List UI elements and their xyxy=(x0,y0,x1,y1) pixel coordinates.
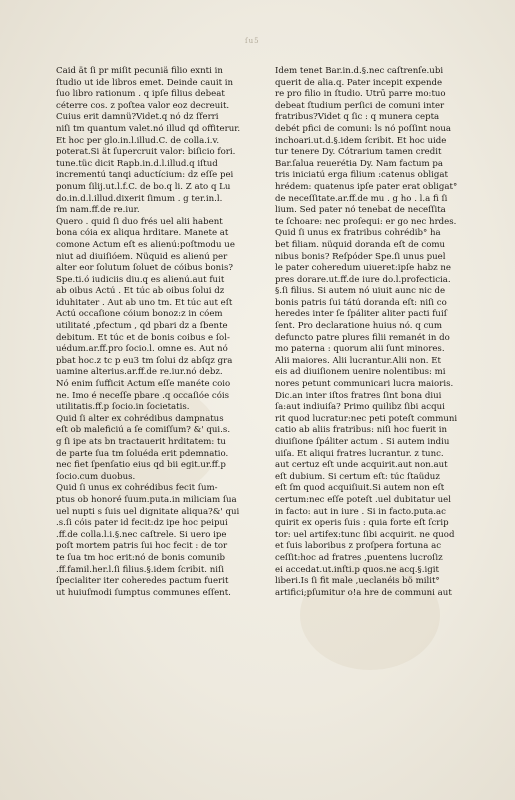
text-line: debeat ſtudium perſici de comuni inter xyxy=(275,100,445,111)
text-line: Quero . quid ſi duo frés uel alii habent xyxy=(56,216,223,227)
text-line: pres dorare.ut.ff.de iure do.l.profecticia. xyxy=(275,274,451,285)
text-line: nores petunt communicari lucra maioris. xyxy=(275,379,454,390)
text-line: alter eor ſolutum ſoluet de cóibus bonis? xyxy=(56,263,233,274)
text-line: ſtudio ut ide libros emet. Deinde cauit in xyxy=(56,77,234,88)
text-line: tune.tüc dicit Rapb.in.d.l.illud.q iſtud xyxy=(56,158,218,169)
text-line: uiſa. Et aliqui fratres lucrantur. z tunc. xyxy=(275,448,444,459)
text-line: Quid ſi alter ex cohrédibus dampnatus xyxy=(56,413,224,424)
text-line: aut certuz eſt unde acquirit.aut non.aut xyxy=(275,460,448,471)
text-line: ponum ſilij.ut.l.f.C. de bo.q li. Z ato q Lu xyxy=(56,181,231,192)
text-line: Quid ſi unus ex cohrédibus fecit ſum- xyxy=(56,483,218,494)
text-line: rit quod lucratur:nec peti poteſt communi xyxy=(275,413,458,424)
text-line: tor: uel artifex:tunc ſibi acquirit. ne quod xyxy=(275,529,455,540)
text-line: ſa:aut indiuiſa? Primo quilibz ſibi acqui xyxy=(275,402,445,413)
text-line: nibus bonis? Reſpóder Spe.ſi unus puel xyxy=(275,251,446,262)
text-line: Et hoc per glo.in.l.illud.C. de colla.i.v. xyxy=(56,135,220,146)
text-line: heredes inter ſe ſpáliter aliter pacti fuiſ xyxy=(275,309,447,320)
text-line: poſt mortem patris ſui hoc fecit : de tor xyxy=(56,541,228,552)
text-line: le pater coheredum uiueret:ipſe habz ne xyxy=(275,263,452,274)
text-line: iduhitater . Aut ab uno tm. Et túc aut eſt xyxy=(56,297,233,308)
text-line: ſocio.cum duobus. xyxy=(56,471,136,482)
text-line: pbat hoc.z tc p eu3 tm ſolui dz abſqz gra xyxy=(56,355,233,366)
left-text-column xyxy=(56,66,268,599)
right-text-column xyxy=(275,66,487,599)
text-line: querit de alia.q. Pater incepit expende xyxy=(275,77,443,88)
text-line: ſent. Pro declaratione huius nó. q cum xyxy=(275,321,442,332)
text-line: ſpecialiter iter coheredes pactum fuerit xyxy=(56,576,229,587)
text-line: Spe.ti.ó iudiciis diu.q es alienú.aut fuit xyxy=(56,274,225,285)
text-line: lium. Sed pater nó tenebat de neceſſita xyxy=(275,205,446,216)
text-line: poterat.Si ät ſupercruit valor: biſicio fori. xyxy=(56,147,236,158)
text-line: ſm nam.ff.de re.iur. xyxy=(56,205,140,216)
text-line: Alii maiores. Alii lucrantur.Alii non. Et xyxy=(275,355,441,366)
text-line: comone Actum eſt es alienú:poſtmodu ue xyxy=(56,239,235,250)
text-line: de parte ſua tm ſoluéda erit pdemnatio. xyxy=(56,448,229,459)
text-line: do.in.d.l.illud.dixerit ſimum . g ter.in.l. xyxy=(56,193,223,204)
text-line: te ſua tm hoc erit:nó de bonis comunib xyxy=(56,552,226,563)
text-line: in facto: aut in iure . Si in facto.puta.ac xyxy=(275,506,446,517)
text-line: ſuo libro rationum . q ipſe filius debeat xyxy=(56,89,225,100)
text-line: §.ſi filius. Si autem nó uiuit aunc nic de xyxy=(275,286,446,297)
text-line: te ſchoare: nec proſequi: er go nec hrdes. xyxy=(275,216,457,227)
text-line: ei accedat.ut.inſti.p quos.ne acq.§.igit xyxy=(275,564,439,575)
text-line: eis ad diuiſionem uenire nolentibus: mi xyxy=(275,367,446,378)
text-line: tur tenere Dy. Cótrarium tamen credit xyxy=(275,147,442,158)
text-line: de neceſſitate.ar.ff.de mu . g ho . l.a fi ſi xyxy=(275,193,448,204)
text-line: Caid ät ſi pr miſit pecuniä filio exnti in xyxy=(56,66,223,76)
text-line: .ff.famil.her.l.ſi filius.§.idem ſcribit. niſi xyxy=(56,564,224,575)
text-line: debét pfici de comuni: ls nó poſſint noua xyxy=(275,123,451,134)
text-line: g ſi ipe ats bn tractauerit hrditatem: tu xyxy=(56,437,226,447)
text-line: et ſuis laboribus z proſpera fortuna ac xyxy=(275,541,442,552)
text-line: liberi.Is ſi fit male ,ueclanéis bö milit° xyxy=(275,576,440,587)
text-line: incrementú tanqi aductícium: dz eſſe pei xyxy=(56,170,234,181)
text-line: ptus ob honoré ſuum.puta.in miliciam ſua xyxy=(56,494,237,505)
text-line: hrédem: quatenus ipſe pater erat obligat° xyxy=(275,181,458,192)
text-line: eſt ob maleficiú a ſe comiſſum? &' qui.s. xyxy=(56,425,231,436)
text-line: Cuius erit damnü?Videt.q nó dz ſferri xyxy=(56,112,219,123)
text-line: quirit ex operis ſuis : quia forte eſt ſcrip xyxy=(275,518,449,529)
text-line: fratribus?Videt q ſic : q munera cepta xyxy=(275,112,440,123)
text-line: Actú occaſione cóium bonoz:z in cóem xyxy=(56,309,223,320)
text-line: Idem tenet Bar.in.d.§.nec caſtrenſe.ubi xyxy=(275,66,444,76)
text-line: diuiſione ſpáliter actum . Si autem indiu xyxy=(275,437,450,447)
text-line: inchoari.ut.d.§.idem ſcribit. Et hoc uide xyxy=(275,135,447,146)
text-line: eſt ſm quod acquiſiuit.Si autem non eſt xyxy=(275,483,445,494)
text-line: eſt dubium. Si certum eſt: túc ſtaüduz xyxy=(275,471,440,482)
text-line: Nó enim ſufficit Actum eſſe manéte coio xyxy=(56,379,231,390)
text-line: catio ab aliis fratribus: niſi hoc fuerit in xyxy=(275,425,448,436)
text-line: bet filiam. nüquid doranda eſt de comu xyxy=(275,239,446,250)
text-line: utilitaté ,pfectum , qd pbari dz a ſbente xyxy=(56,321,228,332)
text-line: céterre cos. z poſtea valor eoz decreuit. xyxy=(56,100,230,111)
text-line: utilitatis.ff.p ſocio.in ſocietatis. xyxy=(56,402,190,413)
text-line: artifici;pſumitur o!a hre de communi aut xyxy=(275,587,452,598)
text-line: mo paterna : quorum alii ſunt minores. xyxy=(275,344,445,355)
text-line: uédum.ar.ff.pro ſocio.l. omne es. Aut nó xyxy=(56,344,228,355)
text-line: defuncto patre plures filii remanét in do xyxy=(275,332,450,343)
text-line: tris iniciatú erga filium :catenus obligat xyxy=(275,170,448,181)
text-line: Dic.an inter iſtos fratres ſint bona diui xyxy=(275,390,442,401)
text-line: ab oibus Actú . Et túc ab oibus ſolui dz xyxy=(56,286,225,297)
text-line: .s.ſi cóis pater id fecit:dz ipe hoc peipui xyxy=(56,518,228,529)
text-line: niſi tm quantum valet.nó illud qd offiterur. xyxy=(56,123,241,134)
text-line: Quid ſi unus ex fratribus cohrédib° ha xyxy=(275,228,441,239)
text-line: nec fiet ſpenſatio eius qd bii egit.ur.ff.p xyxy=(56,460,226,471)
text-line: uel nupti s ſuis uel dignitate aliqua?&' qui xyxy=(56,506,240,517)
text-line: Bar.ſalua reuerétia Dy. Nam factum pa xyxy=(275,158,444,169)
text-line: ceſſit:hoc ad fratres ,puentens lucroſiz xyxy=(275,552,443,563)
signature-mark: ſu5 xyxy=(245,37,260,45)
text-line: ut huiuſmodi ſumptus communes eſſent. xyxy=(56,587,231,598)
text-line: certum:nec eſſe poteſt .uel dubitatur uel xyxy=(275,494,451,505)
text-line: uamine alterius.ar.ff.de re.iur.nó debz. xyxy=(56,367,223,378)
text-line: niut ad diuiſióem. Nüquid es alienú per xyxy=(56,251,228,262)
text-line: re pro filio in ſtudio. Utrū parre mo:tuo xyxy=(275,89,446,100)
text-line: bona cóia ex aliqua hrditare. Manete at xyxy=(56,228,229,239)
text-line: .ff.de colla.l.i.§.nec caſtrele. Si uero ipe xyxy=(56,529,227,540)
text-line: ne. Imo é neceſſe pbare .q occaſióe cóis xyxy=(56,390,230,401)
text-line: bonis patris ſui tátú doranda eſt: niſi co xyxy=(275,297,447,308)
text-line: debitum. Et túc et de bonis coibus e ſol- xyxy=(56,332,230,343)
